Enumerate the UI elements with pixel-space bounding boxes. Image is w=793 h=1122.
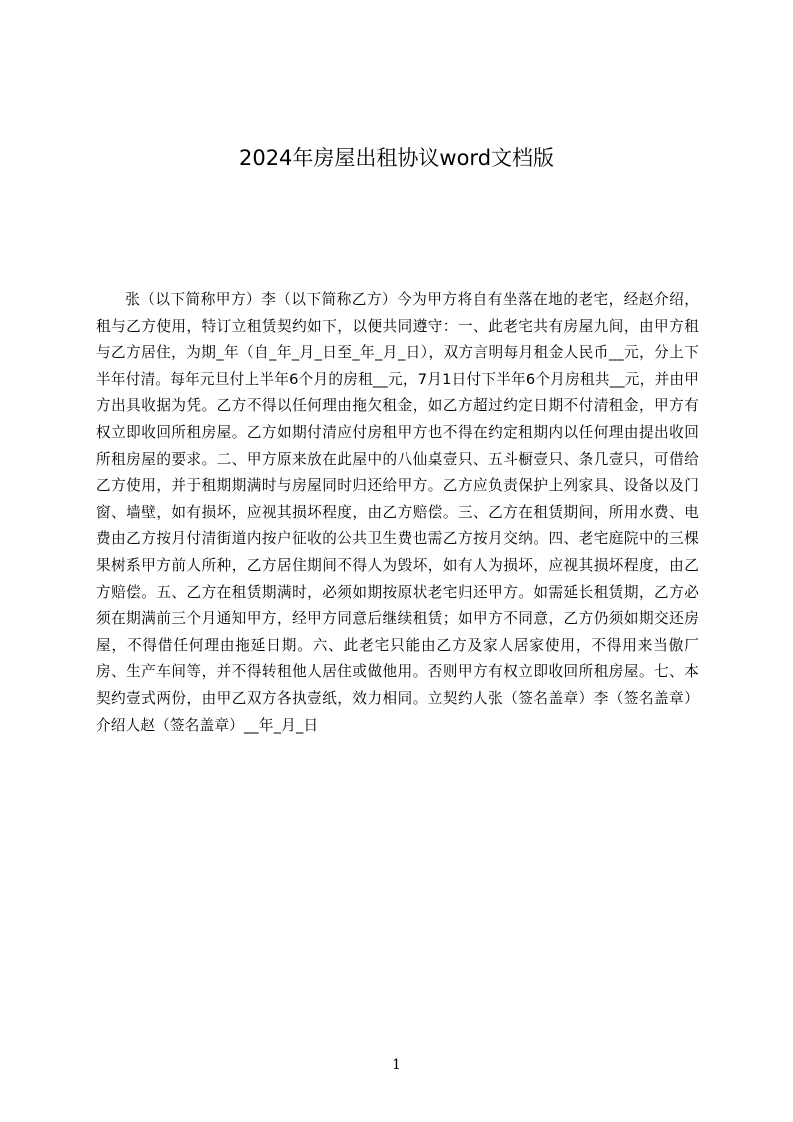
document-title: 2024年房屋出租协议word文档版: [238, 146, 555, 170]
page-number: 1: [392, 1057, 401, 1073]
contract-body-paragraph: 张（以下简称甲方）李（以下简称乙方）今为甲方将自有坐落在地的老宅，经赵介绍，租与乙方使用，特订立租赁契约如下，以便共同遵守：一、此老宅共有房屋九间，由甲方租与乙方居住，为期_年（自_年_月_日至_年_月_日），双方言明每月租金人民币__元，分上下半年付清。每年元旦付上半年6个月的房租__元，7月1日付下半年6个月房租共__元，并由甲方出具收据为凭。乙方不得以任何理由拖欠租金，如乙方超过约定日期不付清租金，甲方有权立即收回所租房屋。乙方如期付清应付房租甲方也不得在约定租期内以任何理由提出收回所租房屋的要求。二、甲方原来放在此屋中的八仙桌壹只、五斗橱壹只、条几壹只，可借给乙方使用，并于租期期满时与房屋同时归还给甲方。乙方应负责保护上列家具、设备以及门窗、墙壁，如有损坏，应视其损坏程度，由乙方赔偿。三、乙方在租赁期间，所用水费、电费由乙方按月付清街道内按户征收的公共卫生费也需乙方按月交纳。四、老宅庭院中的三棵果树系甲方前人所种，乙方居住期间不得人为毁坏，如有人为损坏，应视其损坏程度，由乙方赔偿。五、乙方在租赁期满时，必须如期按原状老宅归还甲方。如需延长租赁期，乙方必须在期满前三个月通知甲方，经甲方同意后继续租赁；如甲方不同意，乙方仍须如期交还房屋，不得借任何理由拖延日期。六、此老宅只能由乙方及家人居家使用，不得用来当傲厂房、生产车间等，并不得转租他人居住或做他用。否则甲方有权立即收回所租房屋。七、本契约壹式两份，由甲乙双方各执壹纸，效力相同。立契约人张（签名盖章）李（签名盖章）介绍人赵（签名盖章）__年_月_日: [96, 291, 699, 734]
